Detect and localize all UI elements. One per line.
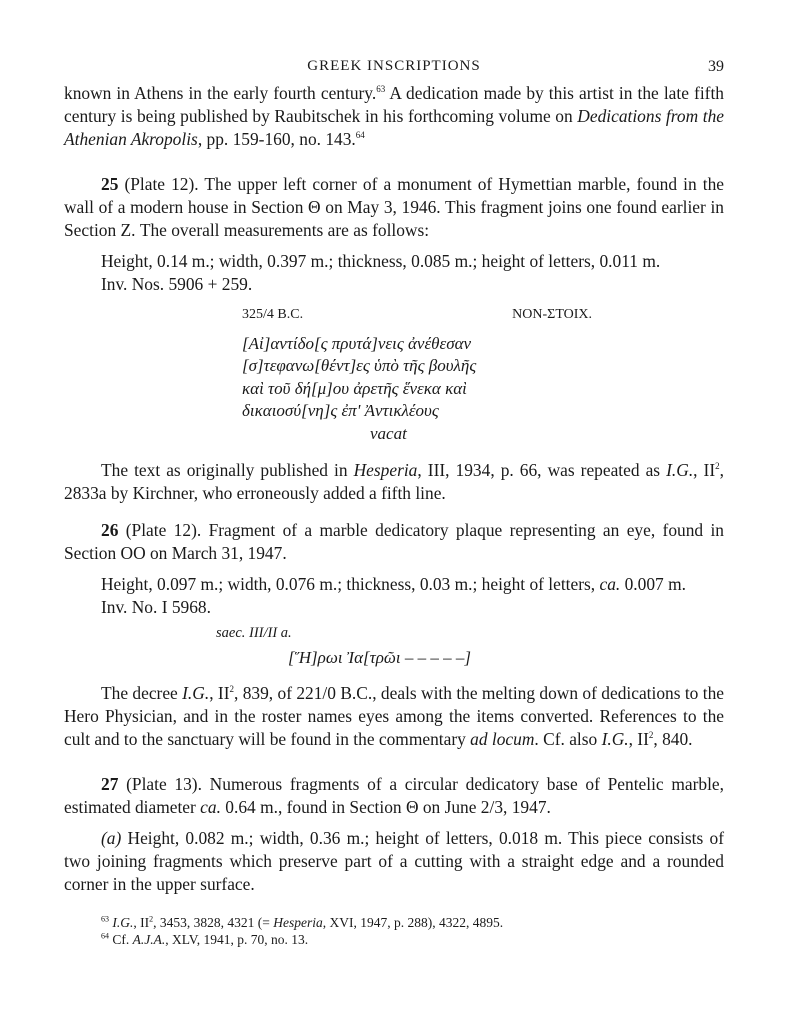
- inscription-line: καὶ τοῦ δή[μ]ου ἀρετῆς ἕνεκα καὶ: [242, 378, 467, 398]
- text: 0.64 m., found in Section Θ on June 2/3, 1947.: [220, 797, 551, 817]
- text: , 2833a by Kirchner, who erroneously added a fifth line.: [64, 460, 725, 503]
- superscript: 2: [648, 730, 654, 741]
- inscription-line: δικαιοσύ[νη]ς ἐπ' Ἀντικλέους: [242, 401, 439, 420]
- text: ca.: [599, 574, 621, 594]
- text: , pp. 159-160, no. 143.: [197, 129, 356, 149]
- entry-26-inscription: [216, 625, 724, 668]
- entry-25-inscription: [242, 304, 592, 445]
- corpus-abbrev: I.G.: [601, 729, 629, 749]
- text: , II: [133, 915, 150, 930]
- footnote-63: [101, 914, 724, 931]
- running-head: [64, 56, 724, 82]
- journal-abbrev: A.J.A.: [132, 932, 166, 947]
- entry-25-description: [64, 173, 724, 242]
- inscription-date: saec. III/II a.: [216, 625, 292, 641]
- page: [64, 56, 724, 948]
- text: (Plate 12). Fragment of a marble dedicatory plaque representing an eye, found in Section ΟΟ on March 31, 1947.: [64, 520, 724, 563]
- text: , 839, of 221/0 B.C., deals with the melting down of dedications to the Hero Physician, and in the roster names eyes among the items converted. References to the cult and to the sanctuary will be found in the commentary: [64, 683, 724, 749]
- text: (Plate 13). Numerous fragments of a circular dedicatory base of Pentelic marble, estimated diameter: [64, 774, 724, 817]
- footnote-ref-63[interactable]: 63: [376, 84, 386, 95]
- entry-25-measurements: Height, 0.14 m.; width, 0.397 m.; thickness, 0.085 m.; height of letters, 0.011 m.: [101, 251, 661, 271]
- corpus-abbrev: I.G.: [666, 460, 694, 480]
- inscription-line: [Ἥ]ρωι Ἰα[τρῶι – – – – –]: [288, 648, 471, 667]
- text: Cf.: [109, 932, 133, 947]
- text: , II: [628, 729, 649, 749]
- superscript: 2: [149, 914, 154, 924]
- entry-26-measurements: [64, 573, 724, 596]
- entry-26-inventory: Inv. No. I 5968.: [101, 597, 211, 617]
- footnote-64: [101, 931, 724, 948]
- running-title: GREEK INSCRIPTIONS: [307, 58, 481, 74]
- inscription-vacat: vacat: [370, 423, 407, 443]
- entry-27-description: [64, 773, 724, 819]
- entry-27-fragment-a: [64, 827, 724, 896]
- footnotes: [64, 914, 724, 948]
- text: , XLV, 1941, p. 70, no. 13.: [165, 932, 309, 947]
- journal-title: Hesperia: [353, 460, 418, 480]
- text: . Cf. also: [534, 729, 602, 749]
- entry-number: 27: [101, 774, 119, 794]
- corpus-abbrev: I.G.: [182, 683, 210, 703]
- entry-number: 25: [101, 174, 119, 194]
- inscription-header: [242, 304, 592, 327]
- text: , 840.: [653, 729, 693, 749]
- page-number: 39: [708, 58, 724, 75]
- text: , III, 1934, p. 66, was repeated as: [417, 460, 667, 480]
- entry-number: 26: [101, 520, 119, 540]
- text: The text as originally published in: [101, 460, 354, 480]
- text: The decree: [101, 683, 183, 703]
- superscript: 2: [715, 461, 720, 472]
- entry-26-commentary: [64, 682, 724, 751]
- book-title: Dedications from the Athenian Akropolis: [64, 106, 724, 149]
- fragment-label: (a): [101, 828, 122, 848]
- inscription-line: [Αἰ]αντίδο[ς πρυτά]νεις ἀνέθεσαν: [242, 333, 472, 353]
- superscript: 2: [229, 684, 234, 695]
- text: , II: [209, 683, 230, 703]
- entry-26-description: [64, 519, 724, 565]
- text: , II: [693, 460, 716, 480]
- paragraph-intro: [64, 82, 724, 151]
- text: (Plate 12). The upper left corner of a monument of Hymettian marble, found in the wall of a modern house in Section Θ on May 3, 1946. This fragment joins one found earlier in Section Ζ. The overall measurements are as follows:: [64, 174, 724, 240]
- inscription-date: 325/4 B.C.: [242, 307, 304, 322]
- entry-25-commentary: [64, 459, 724, 505]
- journal-title: Hesperia: [273, 915, 323, 930]
- footnote-number: 63: [101, 914, 109, 924]
- text: ca.: [200, 797, 221, 817]
- footnote-ref-64[interactable]: 64: [355, 130, 365, 141]
- text: ad locum: [470, 729, 535, 749]
- text: known in Athens in the early fourth century.: [64, 83, 377, 103]
- text: , 3453, 3828, 4321 (=: [153, 915, 274, 930]
- text: , XVI, 1947, p. 288), 4322, 4895.: [322, 915, 504, 930]
- text: A dedication made by this artist in the late fifth century is being published by Raubitschek in his forthcoming volume on: [64, 83, 724, 126]
- corpus-abbrev: I.G.: [109, 915, 134, 930]
- text: Height, 0.082 m.; width, 0.36 m.; height of letters, 0.018 m. This piece consists of two joining fragments which preserve part of a cutting with a straight edge and a rounded corner in the upper surface.: [64, 828, 724, 894]
- text: Height, 0.097 m.; width, 0.076 m.; thickness, 0.03 m.; height of letters,: [101, 574, 600, 594]
- entry-25-inventory: Inv. Nos. 5906 + 259.: [101, 274, 253, 294]
- footnote-number: 64: [101, 931, 109, 941]
- inscription-stoich: NON-ΣΤΟΙΧ.: [512, 307, 592, 322]
- inscription-line: [σ]τεφανω[θέντ]ες ὑπὸ τῆς βουλῆς: [242, 356, 477, 375]
- text: 0.007 m.: [620, 574, 686, 594]
